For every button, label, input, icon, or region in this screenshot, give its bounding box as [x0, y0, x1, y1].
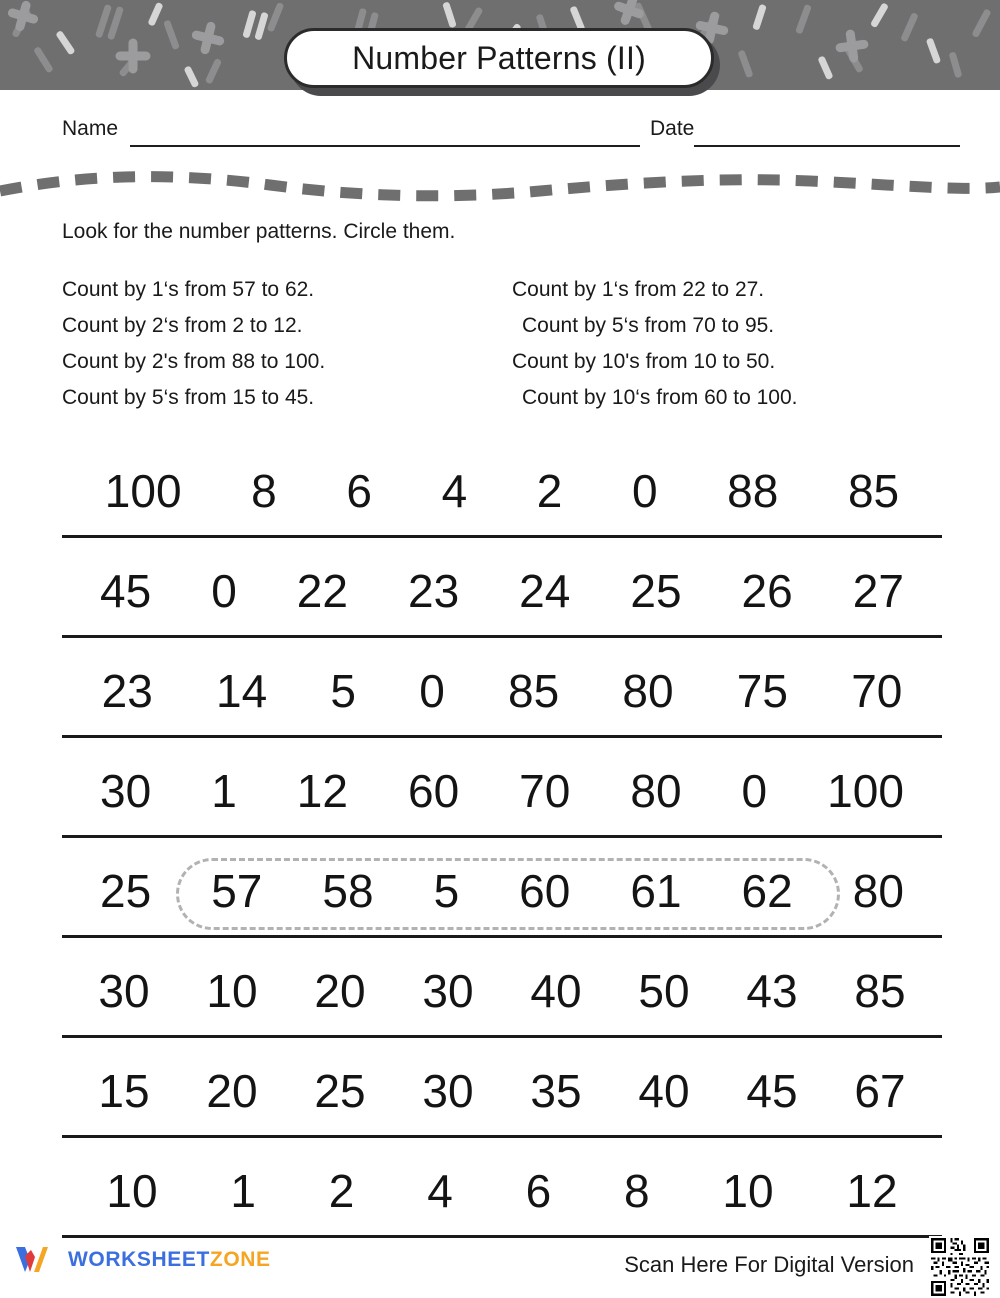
number-row [62, 752, 942, 852]
brand-block [12, 1244, 271, 1276]
number-cell[interactable]: 30 [100, 765, 152, 817]
brand-name-secondary: ZONE [209, 1248, 271, 1271]
number-cell[interactable]: 2 [328, 1165, 355, 1217]
number-cell[interactable]: 100 [827, 765, 904, 817]
qr-code-icon[interactable] [926, 1236, 994, 1298]
worksheet-zone-logo-icon [12, 1244, 58, 1276]
number-cell[interactable]: 40 [638, 1065, 690, 1117]
number-row-cells [62, 452, 942, 530]
number-cell[interactable]: 6 [346, 465, 372, 517]
number-cell[interactable]: 35 [530, 1065, 582, 1117]
row-rule-line [62, 635, 942, 638]
number-row-cells [62, 552, 942, 630]
number-cell[interactable]: 58 [322, 865, 374, 917]
row-rule-line [62, 935, 942, 938]
number-cell[interactable]: 4 [441, 465, 468, 517]
number-row [62, 452, 942, 552]
row-rule-line [62, 535, 942, 538]
number-cell[interactable]: 4 [427, 1165, 453, 1217]
number-cell[interactable]: 5 [433, 865, 460, 917]
number-row [62, 652, 942, 752]
number-pattern-grid [62, 452, 942, 1252]
number-cell[interactable]: 80 [630, 765, 682, 817]
number-cell[interactable]: 75 [736, 665, 788, 717]
number-cell[interactable]: 62 [741, 865, 793, 917]
number-cell[interactable]: 40 [530, 965, 582, 1017]
brand-name [68, 1248, 271, 1272]
date-label: Date [650, 117, 695, 140]
wavy-dashed-divider [0, 165, 1000, 205]
task-item: Count by 1‘s from 57 to 62. [62, 278, 315, 301]
number-row-cells [62, 952, 942, 1030]
task-item: Count by 2's from 88 to 100. [62, 350, 326, 373]
number-cell[interactable]: 60 [519, 865, 571, 917]
number-cell[interactable]: 2 [536, 465, 563, 517]
number-row-cells [62, 752, 942, 830]
number-cell[interactable]: 0 [419, 665, 445, 717]
wave-divider-graphic [0, 165, 1000, 205]
task-item: Count by 5‘s from 15 to 45. [62, 386, 315, 409]
number-cell[interactable]: 70 [519, 765, 571, 817]
number-row [62, 952, 942, 1052]
scan-instruction-text: Scan Here For Digital Version [624, 1252, 914, 1277]
number-cell[interactable]: 85 [854, 965, 906, 1017]
number-cell[interactable]: 0 [741, 765, 768, 817]
number-row-cells [62, 1152, 942, 1230]
number-cell[interactable]: 22 [296, 565, 348, 617]
number-cell[interactable]: 8 [624, 1165, 650, 1217]
instruction-prompt: Look for the number patterns. Circle them. [62, 220, 456, 243]
number-cell[interactable]: 85 [847, 465, 900, 517]
number-cell[interactable]: 8 [251, 465, 277, 517]
row-rule-line [62, 835, 942, 838]
number-cell[interactable]: 25 [630, 565, 682, 617]
number-cell[interactable]: 88 [727, 465, 779, 517]
number-cell[interactable]: 20 [314, 965, 366, 1017]
number-row [62, 552, 942, 652]
number-cell[interactable]: 26 [741, 565, 793, 617]
number-cell[interactable]: 15 [98, 1065, 150, 1117]
number-cell[interactable]: 100 [104, 465, 182, 517]
number-cell[interactable]: 30 [98, 965, 150, 1017]
number-cell[interactable]: 12 [846, 1165, 898, 1217]
number-cell[interactable]: 14 [216, 665, 268, 717]
number-cell[interactable]: 30 [422, 1065, 474, 1117]
name-date-row [0, 115, 1000, 151]
number-cell[interactable]: 60 [407, 765, 460, 817]
circled-pattern-marker[interactable] [176, 858, 840, 930]
page-footer [0, 1228, 1000, 1294]
number-cell[interactable]: 57 [211, 865, 263, 917]
number-row-cells [62, 652, 942, 730]
number-cell[interactable]: 25 [100, 865, 152, 917]
number-cell[interactable]: 23 [101, 665, 153, 717]
number-cell[interactable]: 24 [519, 565, 571, 617]
number-cell[interactable]: 10 [106, 1165, 158, 1217]
number-row-cells [62, 1052, 942, 1130]
number-cell[interactable]: 45 [100, 565, 152, 617]
number-cell[interactable]: 30 [422, 965, 474, 1017]
worksheet-title-pill [284, 28, 714, 88]
row-rule-line [62, 1135, 942, 1138]
number-cell[interactable]: 25 [314, 1065, 366, 1117]
task-item: Count by 10's from 10 to 50. [512, 350, 776, 373]
number-cell[interactable]: 23 [407, 565, 460, 617]
task-list [62, 272, 952, 416]
row-rule-line [62, 1035, 942, 1038]
task-item: Count by 10‘s from 60 to 100. [522, 386, 798, 409]
number-cell[interactable]: 10 [206, 965, 258, 1017]
task-item: Count by 1‘s from 22 to 27. [512, 278, 765, 301]
number-row [62, 852, 942, 952]
task-item: Count by 5‘s from 70 to 95. [522, 314, 775, 337]
number-cell[interactable]: 85 [508, 665, 560, 717]
number-cell[interactable]: 1 [211, 765, 237, 817]
number-cell[interactable]: 6 [525, 1165, 552, 1217]
number-cell[interactable]: 5 [330, 665, 356, 717]
number-cell[interactable]: 45 [746, 1065, 798, 1117]
name-input-line[interactable] [130, 145, 640, 147]
date-input-line[interactable] [694, 145, 960, 147]
number-cell[interactable]: 61 [630, 865, 682, 917]
task-column-right [512, 272, 952, 416]
row-rule-line [62, 735, 942, 738]
page-title: Number Patterns (II) [352, 39, 646, 76]
number-cell[interactable]: 0 [631, 465, 658, 517]
number-cell[interactable]: 0 [211, 565, 237, 617]
number-cell[interactable]: 70 [851, 665, 903, 717]
number-cell[interactable]: 67 [854, 1065, 906, 1117]
number-cell[interactable]: 43 [746, 965, 798, 1017]
number-cell[interactable]: 10 [722, 1165, 774, 1217]
task-column-left [62, 272, 512, 416]
task-item: Count by 2‘s from 2 to 12. [62, 314, 303, 337]
number-cell[interactable]: 1 [230, 1165, 256, 1217]
number-cell[interactable]: 12 [296, 765, 348, 817]
brand-name-primary: WORKSHEET [68, 1248, 210, 1271]
number-cell[interactable]: 80 [622, 665, 674, 717]
name-label: Name [62, 117, 119, 140]
number-cell[interactable]: 50 [638, 965, 690, 1017]
number-row [62, 1052, 942, 1152]
number-cell[interactable]: 27 [852, 565, 904, 617]
number-cell[interactable]: 20 [206, 1065, 258, 1117]
number-cell[interactable]: 80 [852, 865, 904, 917]
